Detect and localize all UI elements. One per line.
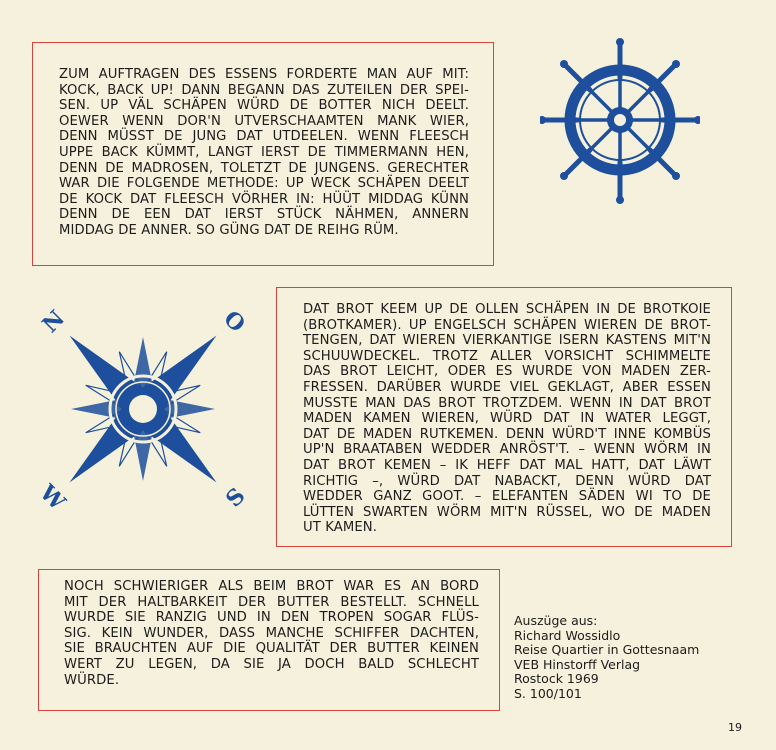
text-line: WAR DIE FOLGENDE METHODE: UP WECK SCHÄPEN DEELT <box>59 176 469 192</box>
text-line: ZUM AUFTRAGEN DES ESSENS FORDERTE MAN AUF MIT: <box>59 67 469 82</box>
text-line: (BROTKAMER). UP ENGELSCH SCHÄPEN WIEREN DE BROT- <box>303 317 711 333</box>
compass-letter-east: O <box>218 305 251 338</box>
text-line: SEN. UP VÄL SCHÄPEN WÜRD DE BOTTER NICH DEELT. <box>59 98 469 114</box>
paragraph-meal-serving <box>59 67 469 239</box>
text-line: DENN MÜSST DE JUNG DAT UTDEELEN. WENN FLEESCH <box>59 129 469 145</box>
compass-letter-north: N <box>37 305 71 339</box>
text-line: DAS BROT LEICHT, ODER ES WURDE VON MADEN ZER- <box>303 364 711 380</box>
source-line: Auszüge aus: <box>514 613 598 628</box>
compass-rose-icon <box>28 298 258 520</box>
text-box-bread-storage <box>276 287 732 547</box>
paragraph-bread-storage <box>303 302 711 536</box>
text-line: MUSSTE MAN DAS BROT TROTZDEM. WENN IN DAT BROT <box>303 395 711 411</box>
text-line: UT KAMEN. <box>303 520 378 536</box>
page-number: 19 <box>728 721 742 734</box>
text-box-butter <box>38 569 500 711</box>
text-line: DENN DE EEN DAT IERST STÜCK NÄHMEN, ANNERN <box>59 207 469 223</box>
text-line: WÜRDE. <box>64 672 120 688</box>
source-line: Richard Wossidlo <box>514 627 621 643</box>
text-line: DENN DE MADROSEN, TOLETZT DE JUNGENS. GERECHTER <box>59 160 469 176</box>
text-line: DAT BROT KEEM UP DE OLLEN SCHÄPEN IN DE BROTKOIE <box>303 302 711 317</box>
text-line: KOCK, BACK UP! DANN BEGANN DAS ZUTEILEN DER SPEI- <box>59 82 469 98</box>
text-box-meal-serving <box>32 42 494 266</box>
compass-letter-west: W <box>34 479 71 516</box>
source-citation <box>514 614 699 702</box>
text-line: OEWER WENN DOR'N UTVERSCHAAMTEN MANK WIER, <box>59 113 469 129</box>
text-line: WURDE SIE RANZIG UND IN DEN TROPEN SOGAR FLÜS- <box>64 610 479 626</box>
text-line: SIE BRAUCHTEN AUF DIE QUALITÄT DER BUTTER KEINEN <box>64 641 479 657</box>
text-line: DAT DE MADEN RUTKEMEN. DENN WÜRD'T INNE KOMBÜS <box>303 426 711 442</box>
compass-letter-south: S <box>220 482 251 513</box>
source-line: Rostock 1969 <box>514 671 599 687</box>
text-line: NOCH SCHWIERIGER ALS BEIM BROT WAR ES AN BORD <box>64 579 479 594</box>
paragraph-butter <box>64 579 479 688</box>
text-line: MIDDAG DE ANNER. SO GÜNG DAT DE REIHG RÜM. <box>59 222 399 238</box>
text-line: MIT DER HALTBARKEIT DER BUTTER BESTELLT. SCHNELL <box>64 594 479 610</box>
ship-wheel-icon <box>540 36 700 204</box>
text-line: LÜTTEN SWARTEN WÖRM MIT'N RÜSSEL, WO DE MADEN <box>303 504 711 520</box>
text-line: MADEN KAMEN WIEREN, WÜRD DAT IN WATER LEGGT, <box>303 411 711 427</box>
text-line: WEDDER GANZ GOOT. – ELEFANTEN SÄDEN WI TO DE <box>303 489 711 505</box>
text-line: FRESSEN. DARÜBER WURDE VIEL GEKLAGT, ABER ESSEN <box>303 379 711 395</box>
text-line: RICHTIG –, WÜRD DAT NABACKT, DENN WÜRD DAT <box>303 473 711 489</box>
source-line: Reise Quartier in Gottesnaam <box>514 642 700 658</box>
text-line: DAT BROT KEMEN – IK HEFF DAT MAL HATT, DAT LÄWT <box>303 457 711 473</box>
text-line: WERT ZU LEGEN, DA SIE JA DOCH BALD SCHLECHT <box>64 656 479 672</box>
text-line: TENGEN, DAT WIEREN VIERKANTIGE ISERN KASTENS MIT'N <box>303 333 711 349</box>
text-line: SCHUUWDECKEL. TROTZ ALLER VORSICHT SCHIMMELTE <box>303 348 711 364</box>
source-line: S. 100/101 <box>514 685 582 701</box>
text-line: UPPE BACK KÜMMT, LANGT IERST DE TIMMERMANN HEN, <box>59 144 469 160</box>
source-line: VEB Hinstorff Verlag <box>514 656 641 672</box>
text-line: UP'N BRAATABEN WEDDER ANRÖST'T. – WENN WÖRM IN <box>303 442 711 458</box>
text-line: DE KOCK DAT FLEESCH VÖRHER IN: HÜÜT MIDDAG KÜNN <box>59 191 469 207</box>
text-line: SIG. KEIN WUNDER, DASS MANCHE SCHIFFER DACHTEN, <box>64 625 479 641</box>
